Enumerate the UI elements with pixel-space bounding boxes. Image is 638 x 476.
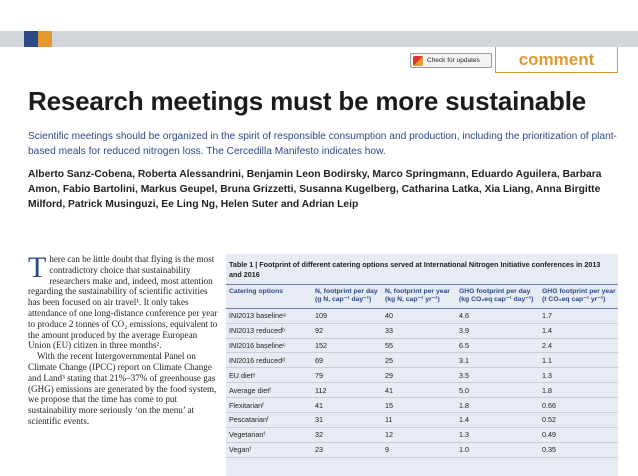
check-for-updates-label: Check for updates <box>427 57 480 64</box>
table-cell: 92 <box>313 323 383 338</box>
table-cell: 40 <box>383 308 457 323</box>
table-row <box>226 398 618 413</box>
table-cell: 41 <box>313 398 383 413</box>
drop-cap: T <box>28 251 47 284</box>
table-row <box>226 338 618 353</box>
table-cell: 1.1 <box>540 353 618 368</box>
table-cell: 1.4 <box>540 323 618 338</box>
header-rule <box>0 31 638 47</box>
body-paragraph-2: With the recent Intergovernmental Panel on Climate Change (IPCC) report on Climate Change and Land³ stating that 21%–37% of greenhouse gas (GHG) emissions are generated by the food system, we propose that the time has come to put sustainability more seriously ‘on the menu’ at scientific events. <box>28 351 217 426</box>
table-cell: 12 <box>383 427 457 442</box>
table-cell: 3.1 <box>457 353 540 368</box>
table-cell: 1.4 <box>457 413 540 428</box>
table-cell: INI2016 reducedᵈ <box>226 353 313 368</box>
check-for-updates-button[interactable] <box>410 53 492 68</box>
table-cell: 3.9 <box>457 323 540 338</box>
table-cell: 1.3 <box>540 368 618 383</box>
table-cell: 32 <box>313 427 383 442</box>
body-column <box>28 251 218 427</box>
table-cell: Average dietᶠ <box>226 383 313 398</box>
table-cell: 1.3 <box>457 427 540 442</box>
header-square-orange <box>38 31 52 47</box>
footprint-table <box>226 284 618 458</box>
table-cell: 15 <box>383 398 457 413</box>
table-header-cell: GHG footprint per day (kg CO₂eq cap⁻¹ day⁻¹) <box>457 285 540 309</box>
table-cell: Vegetarianᶠ <box>226 427 313 442</box>
table-row <box>226 427 618 442</box>
table-cell: 23 <box>313 442 383 457</box>
crossmark-icon <box>413 56 423 66</box>
table-cell: 1.0 <box>457 442 540 457</box>
table-cell: 29 <box>383 368 457 383</box>
table-cell: 41 <box>383 383 457 398</box>
table-row <box>226 308 618 323</box>
table-header-cell: GHG footprint per year (t CO₂eq cap⁻¹ yr⁻¹) <box>540 285 618 309</box>
table-cell: 9 <box>383 442 457 457</box>
table-cell: INI2013 baselineᵃ <box>226 308 313 323</box>
table-cell: INI2016 baselineᶜ <box>226 338 313 353</box>
table-cell: 55 <box>383 338 457 353</box>
table-title <box>229 260 615 280</box>
article-authors: Alberto Sanz-Cobena, Roberta Alessandrini, Benjamin Leon Bodirsky, Marco Springmann, Eduardo Aguilera, Barbara Amon, Fabio Bartolini, Markus Geupel, Bruna Grizzetti, Susanna Kugelberg, Catharina Latka, Xia Liang, Anna Birgitte Milford, Patrick Musinguzi, Ee Ling Ng, Helen Suter and Adrian Leip <box>28 169 602 210</box>
table-cell: EU dietᵉ <box>226 368 313 383</box>
section-label <box>495 47 618 73</box>
table-row <box>226 353 618 368</box>
body-paragraph-1: here can be little doubt that flying is the most contradictory choice that sustainability researchers make and, indeed, most attention regarding the sustainability of scientific activities has been focused on air travel¹. It only takes attendance of one long-distance conference per year to produce 2 tonnes of CO₂ emissions, equivalent to the amount produced by the average European Union (EU) citizen in three months². <box>28 254 218 351</box>
table-cell: 0.35 <box>540 442 618 457</box>
table-cell: 1.8 <box>457 398 540 413</box>
table-row <box>226 383 618 398</box>
table-cell: 11 <box>383 413 457 428</box>
table-header-cell: N, footprint per day (g N, cap⁻¹ day⁻¹) <box>313 285 383 309</box>
table-header-cell: Catering options <box>226 285 313 309</box>
table-cell: 109 <box>313 308 383 323</box>
table-cell: 79 <box>313 368 383 383</box>
table-panel <box>226 254 618 476</box>
table-cell: 6.5 <box>457 338 540 353</box>
table-cell: 1.8 <box>540 383 618 398</box>
article-standfirst: Scientific meetings should be organized in the spirit of responsible consumption and production, including the prioritization of plant-based meals for reduced nitrogen loss. The Cercedilla Manifesto indicates how. <box>28 131 617 157</box>
table-cell: 25 <box>383 353 457 368</box>
header-square-blue <box>24 31 38 47</box>
table-cell: 5.0 <box>457 383 540 398</box>
table-row <box>226 323 618 338</box>
table-caption: Footprint of different catering options served at International Nitrogen Initiative conferences in 2013 and 2016 <box>229 260 601 279</box>
table-cell: 0.66 <box>540 398 618 413</box>
table-cell: 33 <box>383 323 457 338</box>
article-title: Research meetings must be more sustainable <box>28 86 587 116</box>
section-label-text: comment <box>518 49 595 69</box>
table-row <box>226 413 618 428</box>
table-cell: Pescatarianᶠ <box>226 413 313 428</box>
table-row <box>226 368 618 383</box>
table-cell: 0.52 <box>540 413 618 428</box>
table-cell: 152 <box>313 338 383 353</box>
table-header-cell: N, footprint per year (kg N, cap⁻¹ yr⁻¹) <box>383 285 457 309</box>
table-cell: 0.49 <box>540 427 618 442</box>
table-cell: 3.5 <box>457 368 540 383</box>
table-label: Table 1 | <box>229 260 258 269</box>
table-header-row <box>226 285 618 309</box>
table-cell: 2.4 <box>540 338 618 353</box>
table-cell: 31 <box>313 413 383 428</box>
table-cell: INI2013 reducedᵇ <box>226 323 313 338</box>
table-cell: Veganᶠ <box>226 442 313 457</box>
table-cell: Flexitarianᶠ <box>226 398 313 413</box>
table-row <box>226 442 618 457</box>
table-cell: 69 <box>313 353 383 368</box>
table-cell: 112 <box>313 383 383 398</box>
table-cell: 1.7 <box>540 308 618 323</box>
table-cell: 4.6 <box>457 308 540 323</box>
